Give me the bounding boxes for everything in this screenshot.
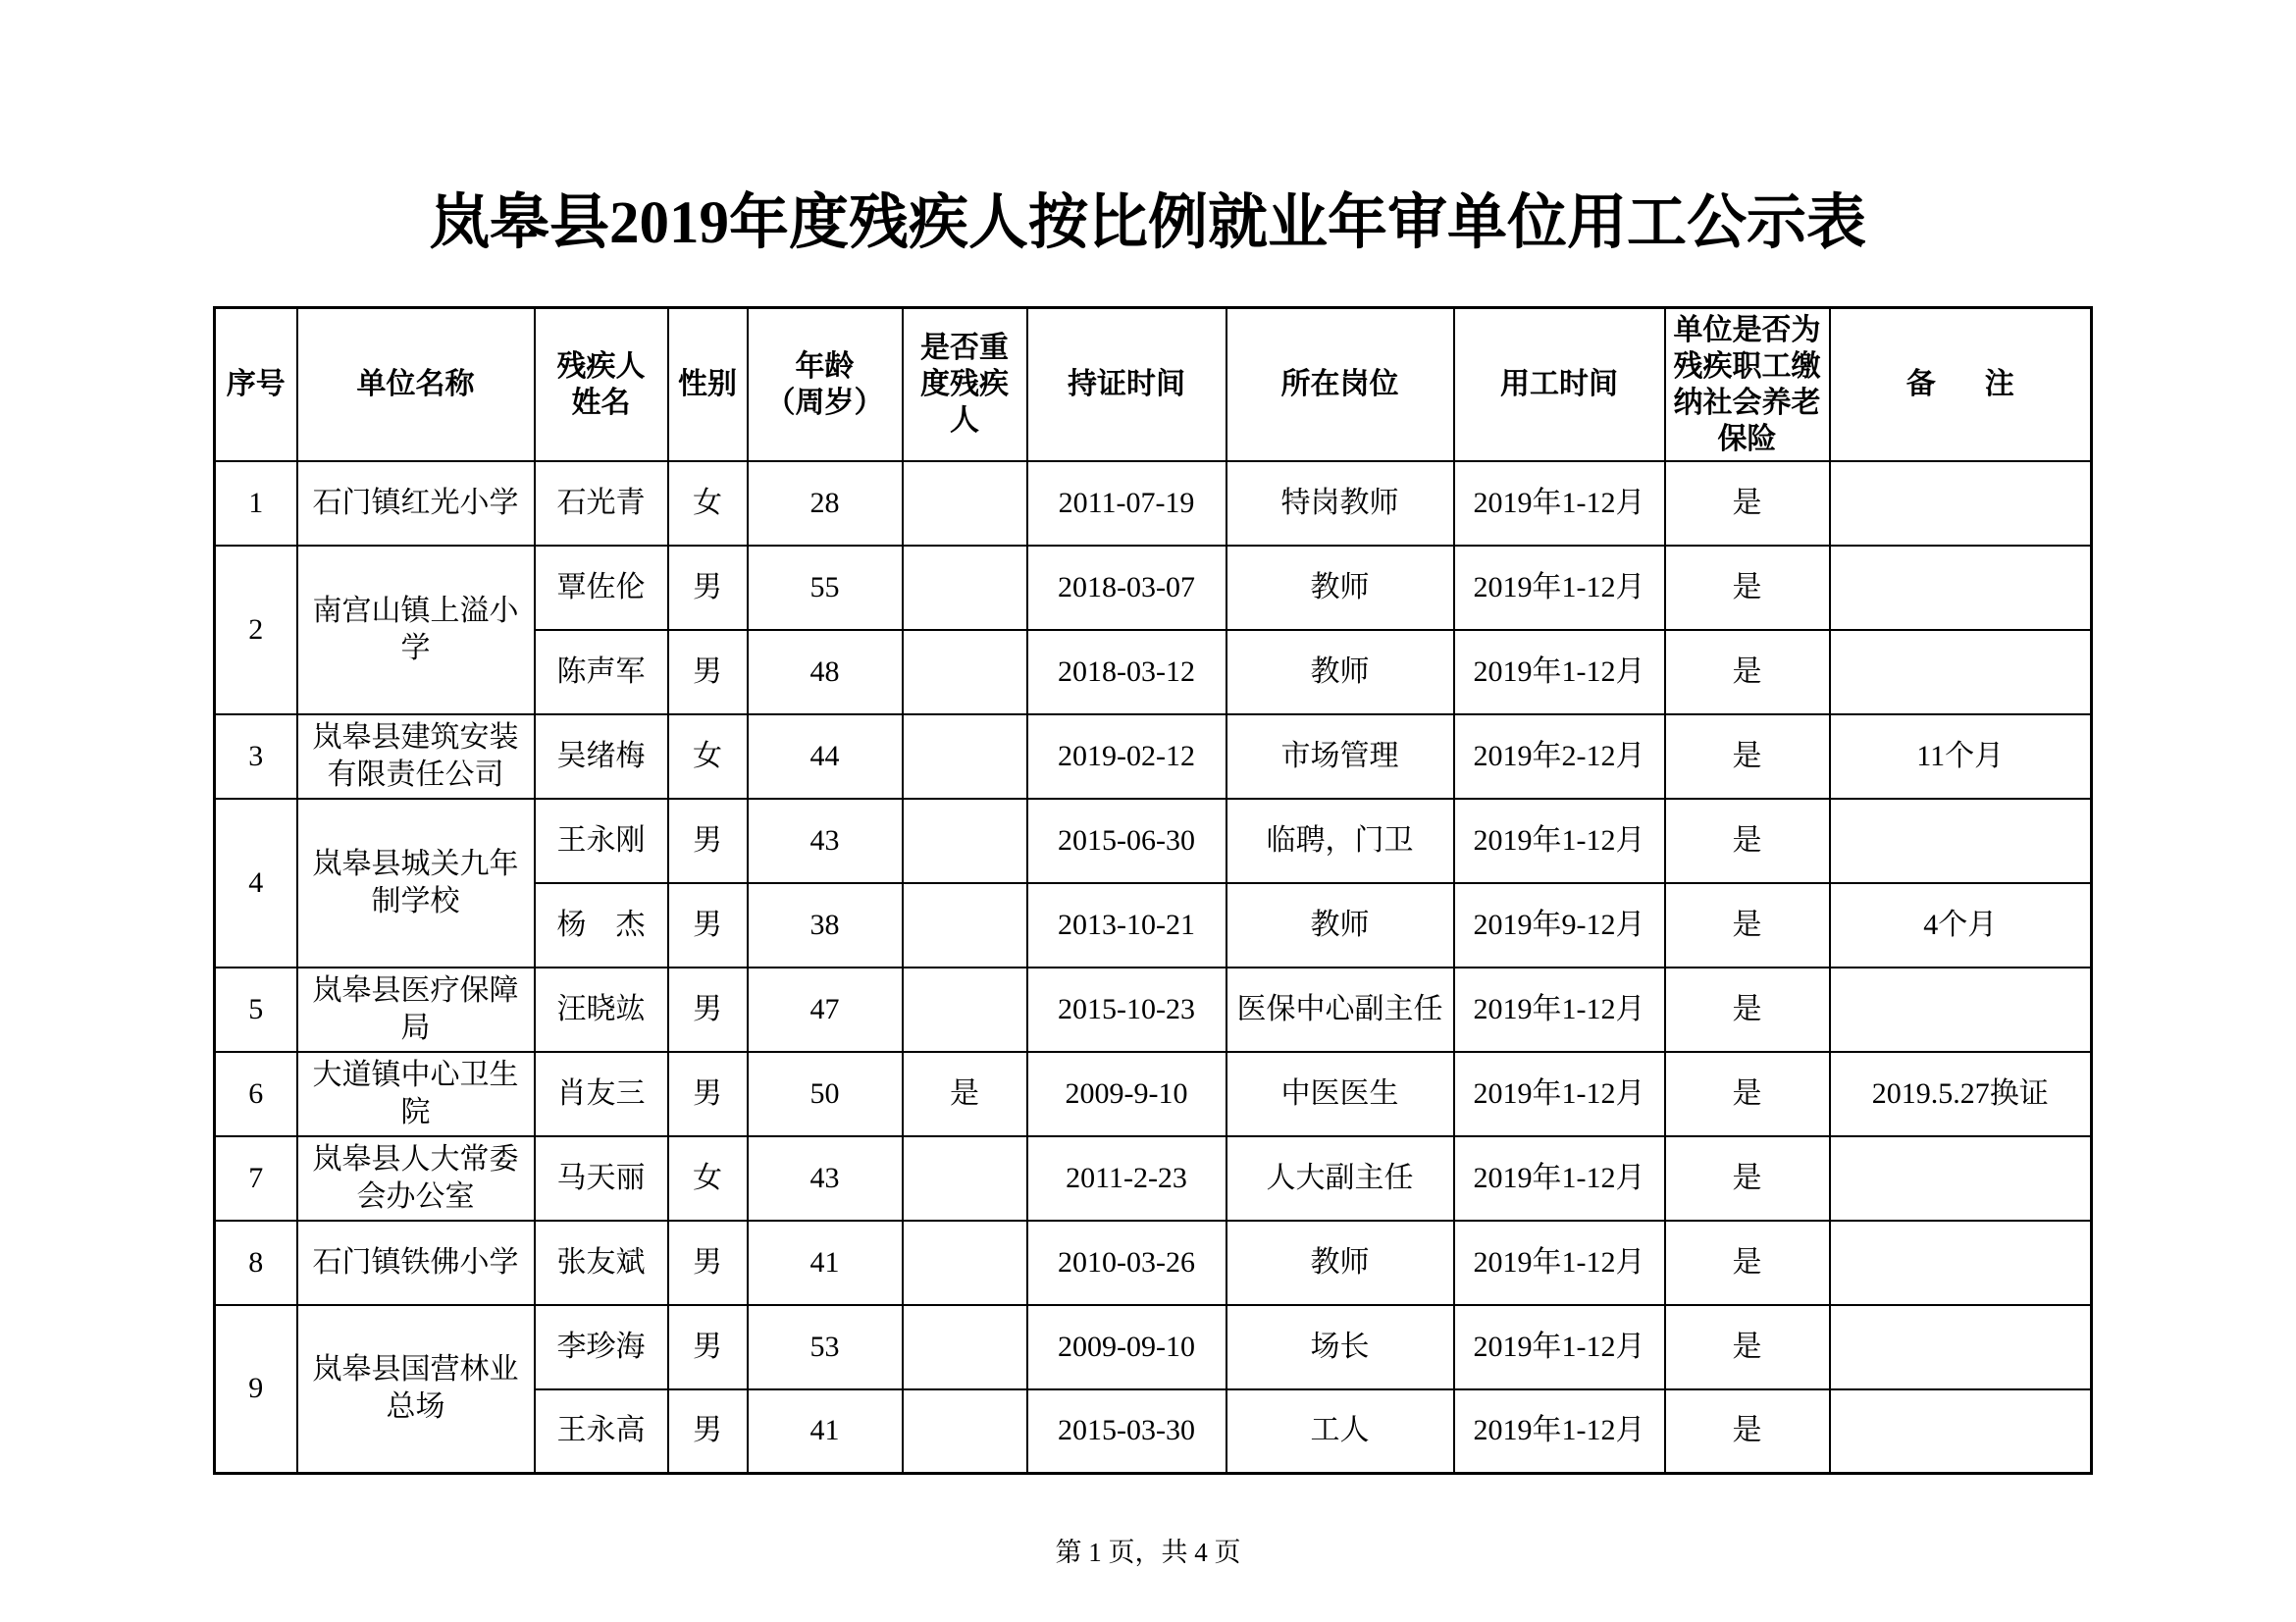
header-pension-paid (1665, 308, 1830, 461)
unit-name-cell (297, 546, 535, 714)
age-cell: 43 (748, 1136, 903, 1221)
unit-name-cell (297, 968, 535, 1052)
position-cell: 场长 (1226, 1305, 1454, 1389)
header-severe-disability-line-2: 度残疾 (920, 367, 1009, 402)
age-cell: 38 (748, 883, 903, 968)
pension-paid-cell: 是 (1665, 799, 1830, 883)
severe-disability-cell (903, 1221, 1027, 1305)
seq-cell: 1 (215, 461, 297, 546)
cert-date-cell: 2011-2-23 (1027, 1136, 1226, 1221)
severe-disability-cell (903, 461, 1027, 546)
pension-paid-cell: 是 (1665, 714, 1830, 799)
position-cell: 教师 (1226, 883, 1454, 968)
note-cell (1830, 968, 2092, 1052)
severe-disability-cell: 是 (903, 1052, 1027, 1136)
position-cell: 人大副主任 (1226, 1136, 1454, 1221)
unit-name: 岚皋县建筑安装有限责任公司 (312, 720, 519, 791)
table-row (215, 1136, 2092, 1221)
position-cell: 特岗教师 (1226, 461, 1454, 546)
seq-cell: 7 (215, 1136, 297, 1221)
gender-cell: 女 (668, 1136, 748, 1221)
header-severe-disability-line-1: 是否重 (920, 331, 1009, 366)
person-name-cell: 张友斌 (535, 1221, 668, 1305)
severe-disability-cell (903, 968, 1027, 1052)
header-position-label: 所在岗位 (1280, 367, 1399, 402)
cert-date-cell: 2015-10-23 (1027, 968, 1226, 1052)
header-gender (668, 308, 748, 461)
header-seq (215, 308, 297, 461)
note-cell: 11个月 (1830, 714, 2092, 799)
employment-period-cell: 2019年1-12月 (1454, 1389, 1665, 1474)
header-pension-paid-line-4: 保险 (1717, 421, 1777, 456)
person-name-cell: 陈声军 (535, 630, 668, 714)
seq-cell: 5 (215, 968, 297, 1052)
employment-period-cell: 2019年1-12月 (1454, 968, 1665, 1052)
gender-cell: 男 (668, 546, 748, 630)
gender-cell: 男 (668, 630, 748, 714)
employment-period-cell: 2019年1-12月 (1454, 1052, 1665, 1136)
unit-name-cell (297, 799, 535, 968)
employment-period-cell: 2019年1-12月 (1454, 461, 1665, 546)
cert-date-cell: 2018-03-07 (1027, 546, 1226, 630)
age-cell: 44 (748, 714, 903, 799)
age-cell: 41 (748, 1221, 903, 1305)
header-pension-paid-line-2: 残疾职工缴 (1673, 348, 1821, 384)
note-cell (1830, 630, 2092, 714)
cert-date-cell: 2011-07-19 (1027, 461, 1226, 546)
header-pension-paid-line-3: 纳社会养老 (1673, 385, 1821, 420)
header-employment-period-label: 用工时间 (1500, 367, 1618, 402)
position-cell: 医保中心副主任 (1226, 968, 1454, 1052)
person-name-cell: 王永刚 (535, 799, 668, 883)
position-cell: 临聘，门卫 (1226, 799, 1454, 883)
employment-table (213, 306, 2093, 1475)
employment-period-cell: 2019年1-12月 (1454, 630, 1665, 714)
pension-paid-cell: 是 (1665, 630, 1830, 714)
unit-name-cell (297, 1305, 535, 1474)
header-note (1830, 308, 2092, 461)
header-cert-date-label: 持证时间 (1068, 367, 1185, 402)
pension-paid-cell: 是 (1665, 1389, 1830, 1474)
age-cell: 53 (748, 1305, 903, 1389)
cert-date-cell: 2009-9-10 (1027, 1052, 1226, 1136)
cert-date-cell: 2018-03-12 (1027, 630, 1226, 714)
age-cell: 43 (748, 799, 903, 883)
employment-period-cell: 2019年9-12月 (1454, 883, 1665, 968)
table-row (215, 1221, 2092, 1305)
cert-date-cell: 2013-10-21 (1027, 883, 1226, 968)
header-unit-name (297, 308, 535, 461)
gender-cell: 女 (668, 714, 748, 799)
unit-name-cell (297, 714, 535, 799)
person-name-cell: 王永高 (535, 1389, 668, 1474)
note-cell: 2019.5.27换证 (1830, 1052, 2092, 1136)
header-severe-disability (903, 308, 1027, 461)
severe-disability-cell (903, 630, 1027, 714)
header-employment-period (1454, 308, 1665, 461)
page-number: 第 1 页，共 4 页 (1055, 1538, 1241, 1567)
age-cell: 28 (748, 461, 903, 546)
note-cell: 4个月 (1830, 883, 2092, 968)
severe-disability-cell (903, 1389, 1027, 1474)
employment-period-cell: 2019年2-12月 (1454, 714, 1665, 799)
header-position (1226, 308, 1454, 461)
note-cell (1830, 1221, 2092, 1305)
header-person-name (535, 308, 668, 461)
header-age-line-2: （周岁） (765, 385, 884, 420)
person-name-cell: 覃佐伦 (535, 546, 668, 630)
person-name-cell: 石光青 (535, 461, 668, 546)
header-note-label: 备注 (1905, 367, 2063, 402)
table-row (215, 714, 2092, 799)
gender-cell: 男 (668, 1221, 748, 1305)
note-cell (1830, 1136, 2092, 1221)
person-name-cell: 肖友三 (535, 1052, 668, 1136)
header-cert-date (1027, 308, 1226, 461)
age-cell: 50 (748, 1052, 903, 1136)
position-cell: 教师 (1226, 630, 1454, 714)
seq-cell: 4 (215, 799, 297, 968)
note-cell (1830, 1305, 2092, 1389)
person-name-cell: 杨 杰 (535, 883, 668, 968)
table-row (215, 546, 2092, 630)
position-cell: 教师 (1226, 1221, 1454, 1305)
employment-period-cell: 2019年1-12月 (1454, 799, 1665, 883)
position-cell: 市场管理 (1226, 714, 1454, 799)
note-cell (1830, 1389, 2092, 1474)
person-name-cell: 吴绪梅 (535, 714, 668, 799)
cert-date-cell: 2015-06-30 (1027, 799, 1226, 883)
unit-name: 大道镇中心卫生院 (312, 1058, 519, 1128)
seq-cell: 6 (215, 1052, 297, 1136)
gender-cell: 男 (668, 799, 748, 883)
unit-name: 南宫山镇上溢小学 (312, 594, 519, 664)
pension-paid-cell: 是 (1665, 968, 1830, 1052)
unit-name: 岚皋县国营林业总场 (312, 1353, 519, 1424)
header-gender-label: 性别 (678, 367, 737, 402)
table-row (215, 1052, 2092, 1136)
header-row (215, 308, 2092, 461)
employment-period-cell: 2019年1-12月 (1454, 1136, 1665, 1221)
header-pension-paid-line-1: 单位是否为 (1673, 312, 1821, 347)
pension-paid-cell: 是 (1665, 1221, 1830, 1305)
unit-name: 石门镇铁佛小学 (312, 1245, 519, 1279)
age-cell: 55 (748, 546, 903, 630)
severe-disability-cell (903, 546, 1027, 630)
table-row (215, 799, 2092, 883)
gender-cell: 男 (668, 968, 748, 1052)
position-cell: 工人 (1226, 1389, 1454, 1474)
seq-cell: 8 (215, 1221, 297, 1305)
pension-paid-cell: 是 (1665, 546, 1830, 630)
note-cell (1830, 546, 2092, 630)
cert-date-cell: 2010-03-26 (1027, 1221, 1226, 1305)
pension-paid-cell: 是 (1665, 1305, 1830, 1389)
cert-date-cell: 2009-09-10 (1027, 1305, 1226, 1389)
gender-cell: 男 (668, 1052, 748, 1136)
unit-name: 石门镇红光小学 (312, 486, 519, 519)
age-cell: 47 (748, 968, 903, 1052)
severe-disability-cell (903, 883, 1027, 968)
cert-date-cell: 2015-03-30 (1027, 1389, 1226, 1474)
gender-cell: 男 (668, 883, 748, 968)
gender-cell: 男 (668, 1389, 748, 1474)
header-person-name-line-2: 姓名 (571, 385, 631, 420)
position-cell: 教师 (1226, 546, 1454, 630)
header-person-name-line-1: 残疾人 (556, 348, 646, 384)
pension-paid-cell: 是 (1665, 1052, 1830, 1136)
employment-period-cell: 2019年1-12月 (1454, 1221, 1665, 1305)
unit-name-cell (297, 461, 535, 546)
cert-date-cell: 2019-02-12 (1027, 714, 1226, 799)
seq-cell: 3 (215, 714, 297, 799)
person-name-cell: 汪晓竑 (535, 968, 668, 1052)
table-row (215, 968, 2092, 1052)
header-severe-disability-line-3: 人 (950, 403, 979, 439)
severe-disability-cell (903, 1136, 1027, 1221)
unit-name-cell (297, 1136, 535, 1221)
header-unit-name-label: 单位名称 (356, 367, 475, 402)
pension-paid-cell: 是 (1665, 883, 1830, 968)
unit-name: 岚皋县城关九年制学校 (312, 847, 519, 917)
table-row (215, 461, 2092, 546)
employment-period-cell: 2019年1-12月 (1454, 546, 1665, 630)
person-name-cell: 马天丽 (535, 1136, 668, 1221)
header-seq-label: 序号 (226, 367, 286, 402)
person-name-cell: 李珍海 (535, 1305, 668, 1389)
unit-name-cell (297, 1221, 535, 1305)
severe-disability-cell (903, 799, 1027, 883)
severe-disability-cell (903, 1305, 1027, 1389)
age-cell: 48 (748, 630, 903, 714)
note-cell (1830, 799, 2092, 883)
position-cell: 中医医生 (1226, 1052, 1454, 1136)
unit-name: 岚皋县人大常委会办公室 (312, 1142, 519, 1213)
unit-name-cell (297, 1052, 535, 1136)
header-age-line-1: 年龄 (795, 348, 855, 384)
pension-paid-cell: 是 (1665, 1136, 1830, 1221)
gender-cell: 男 (668, 1305, 748, 1389)
pension-paid-cell: 是 (1665, 461, 1830, 546)
gender-cell: 女 (668, 461, 748, 546)
seq-cell: 9 (215, 1305, 297, 1474)
note-cell (1830, 461, 2092, 546)
page-title: 岚皋县2019年度残疾人按比例就业年审单位用工公示表 (429, 190, 1866, 256)
age-cell: 41 (748, 1389, 903, 1474)
severe-disability-cell (903, 714, 1027, 799)
header-age (748, 308, 903, 461)
table-row (215, 1305, 2092, 1389)
employment-period-cell: 2019年1-12月 (1454, 1305, 1665, 1389)
unit-name: 岚皋县医疗保障局 (312, 973, 519, 1044)
seq-cell: 2 (215, 546, 297, 714)
